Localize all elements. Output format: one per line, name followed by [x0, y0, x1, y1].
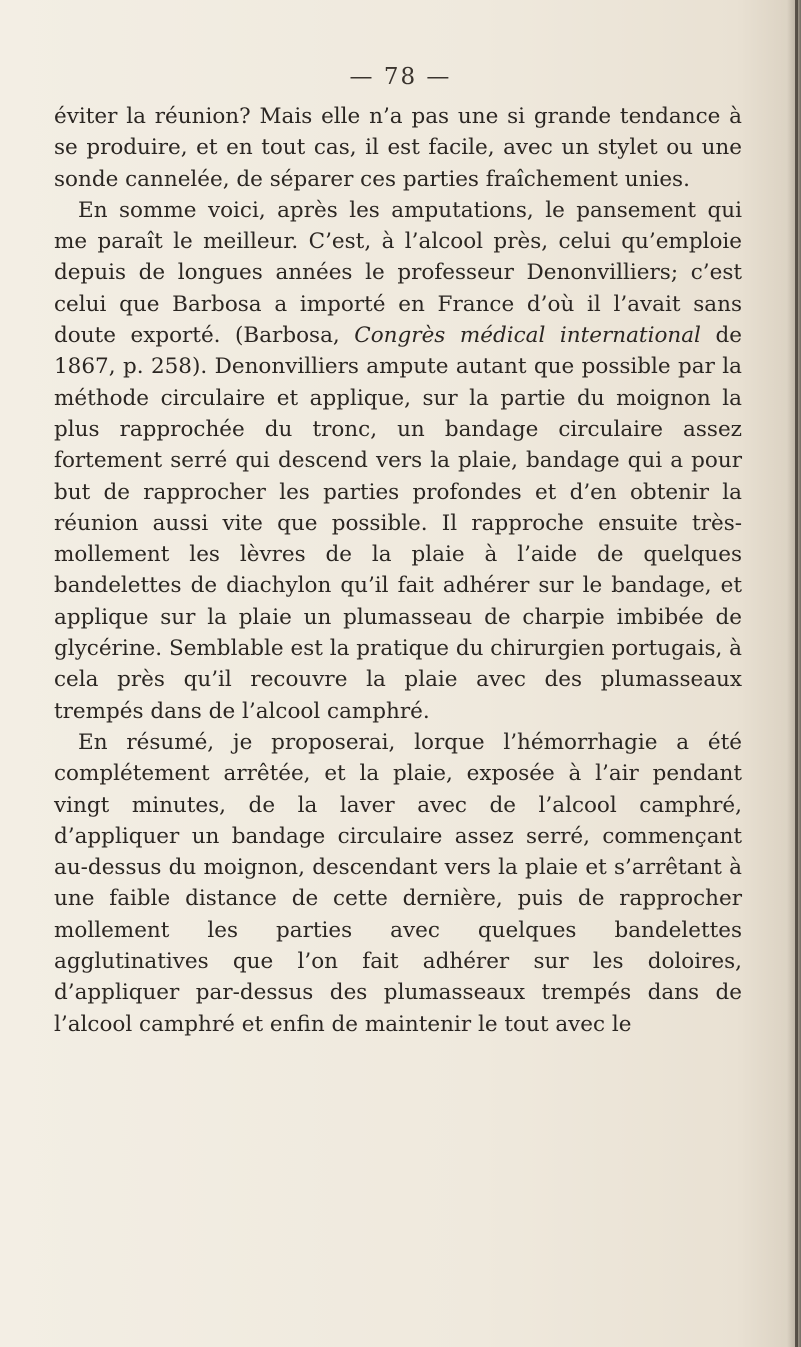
- body-text: [54, 101, 742, 1040]
- binding-edge: [795, 0, 798, 1347]
- page-number: — 78 —: [349, 64, 452, 90]
- paragraph-text: éviter la réunion? Mais elle n’a pas une si grande tendance à se produire, et en tout cas, il est facile, avec un stylet ou une sonde cannelée, de séparer ces parties fraîchement unies.: [54, 104, 742, 192]
- paragraph-2: [54, 195, 742, 727]
- paragraph-text: En somme voici, après les amputations, le pansement qui me paraît le meilleur. C’est, à l’alcool près, celui qu’emploie depuis de longues années le professeur Denonvilliers; c’est celui que Barbosa a importé en France d’où il l’avait sans doute exporté. (Barbosa,: [54, 197, 742, 349]
- paragraph-3: [54, 727, 742, 1040]
- citation-title: Congrès médical international: [354, 323, 701, 349]
- paragraph-1: [54, 101, 742, 195]
- paragraph-text: de 1867, p. 258). Denonvilliers ampute autant que possible par la méthode circulaire et applique, sur la partie du moignon la plus rapprochée du tronc, un bandage circulaire assez fortement serré qui descend vers la plaie, bandage qui a pour but de rapprocher les parties profondes et d’en obtenir la réunion aussi vite que possible. Il rapproche ensuite très-mollement les lèvres de la plaie à l’aide de quelques bandelettes de diachylon qu’il fait adhérer sur le bandage, et applique sur la plaie un plumasseau de charpie imbibée de glycérine. Semblable est la pratique du chirurgien portugais, à cela près qu’il recouvre la plaie avec des plumasseaux trempés dans de l’alcool camphré.: [54, 323, 742, 724]
- paragraph-text: En résumé, je proposerai, lorque l’hémorrhagie a été complétement arrêtée, et la plaie, exposée à l’air pendant vingt minutes, de la laver avec de l’alcool camphré, d’appliquer un bandage circulaire assez serré, commençant au-dessus du moignon, descendant vers la plaie et s’arrêtant à une faible distance de cette dernière, puis de rapprocher mollement les parties avec quelques bandelettes agglutinatives que l’on fait adhérer sur les doloires, d’appliquer par-dessus des plumasseaux trempés dans de l’alcool camphré et enfin de maintenir le tout avec le: [54, 729, 742, 1037]
- page-edge-shadow: [787, 0, 801, 1347]
